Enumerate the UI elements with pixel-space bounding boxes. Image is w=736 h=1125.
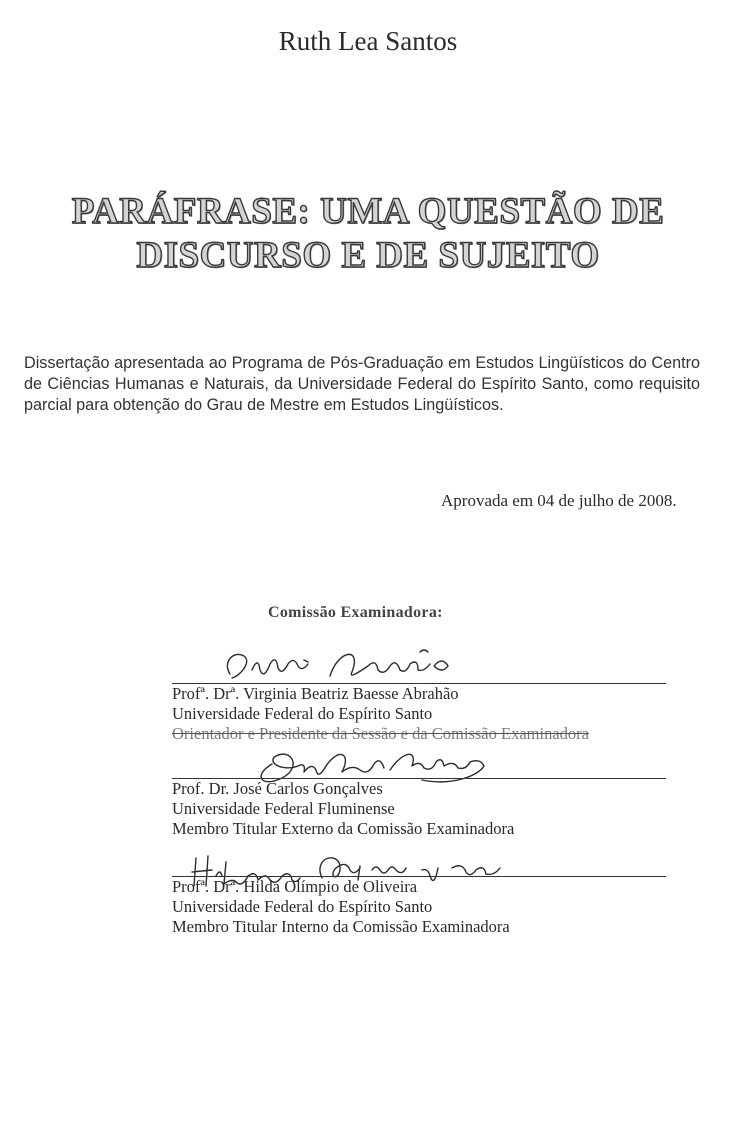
examiner-1-role: Orientador e Presidente da Sessão e da Comissão Examinadora [172, 724, 589, 743]
examiner-3-institution: Universidade Federal do Espírito Santo [172, 897, 433, 916]
dissertation-title [0, 190, 736, 278]
examiner-3-name: Profª. Drª. Hilda Olímpio de Oliveira [172, 877, 418, 896]
commission-heading: Comissão Examinadora: [268, 604, 443, 621]
title-line-1: PARÁFRASE: UMA QUESTÃO DE [71, 191, 665, 232]
author-name: Ruth Lea Santos [278, 26, 458, 56]
examiner-block-2 [172, 742, 672, 842]
examiner-2-name: Prof. Dr. José Carlos Gonçalves [172, 779, 383, 798]
examiner-3-text [172, 877, 510, 937]
examiner-2-institution: Universidade Federal Fluminense [172, 799, 395, 818]
examiner-2-role: Membro Titular Externo da Comissão Examinadora [172, 819, 515, 838]
examiner-1-institution: Universidade Federal do Espírito Santo [172, 704, 433, 723]
examiner-1-text [172, 684, 589, 744]
examiner-2-text [172, 779, 514, 839]
title-line-2: DISCURSO E DE SUJEITO [136, 235, 600, 276]
examiner-block-3 [172, 842, 672, 942]
examiner-1-name: Profª. Drª. Virginia Beatriz Baesse Abrahão [172, 684, 459, 703]
approval-date: Aprovada em 04 de julho de 2008. [441, 491, 677, 510]
examiner-block-1 [172, 642, 672, 742]
dissertation-statement: Dissertação apresentada ao Programa de Pós-Graduação em Estudos Lingüísticos do Centro de Ciências Humanas e Naturais, da Universidade Federal do Espírito Santo, como requisito parcial para obtenção do Grau de Mestre em Estudos Lingüísticos. [24, 354, 700, 414]
examiner-3-role: Membro Titular Interno da Comissão Examinadora [172, 917, 510, 936]
